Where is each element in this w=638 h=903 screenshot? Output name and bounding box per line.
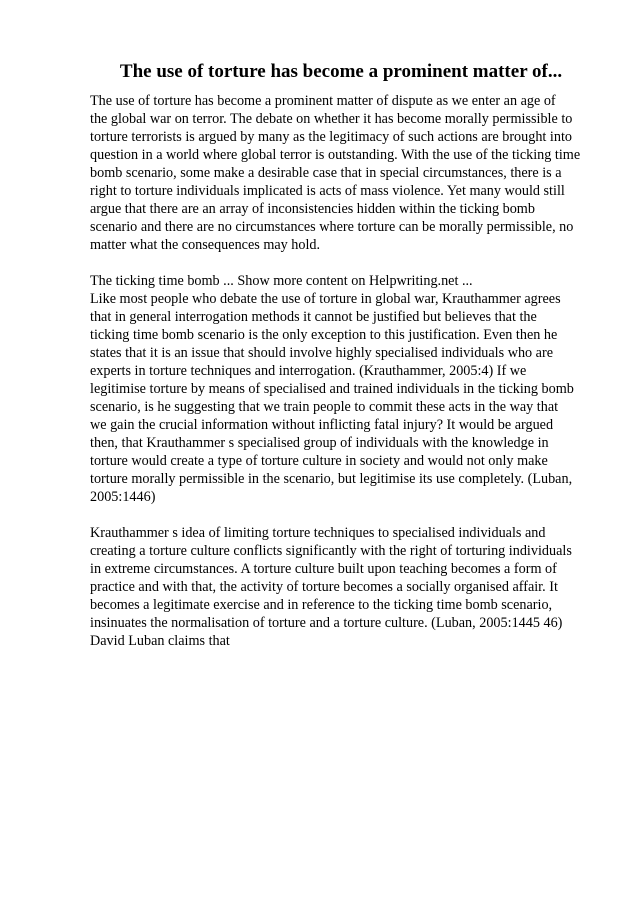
text-line: David Luban claims that bbox=[90, 633, 230, 649]
text-line: argue that there are an array of inconsistencies hidden within the ticking bomb bbox=[90, 201, 535, 217]
text-line: scenario, is he suggesting that we train people to commit these acts in the way that bbox=[90, 399, 559, 415]
text-line: creating a torture culture conflicts significantly with the right of torturing individuals bbox=[90, 543, 572, 559]
text-line: scenario and there are no circumstances where torture can be morally permissible, no bbox=[90, 219, 574, 235]
text-line: Like most people who debate the use of torture in global war, Krauthammer agrees bbox=[90, 291, 561, 307]
text-line: practice and with that, the activity of torture becomes a socially organised affair. It bbox=[90, 579, 558, 595]
text-line: The use of torture has become a prominent matter of dispute as we enter an age of bbox=[90, 93, 556, 109]
text-line: becomes a legitimate exercise and in reference to the ticking time bomb scenario, bbox=[90, 597, 553, 613]
document-page bbox=[90, 60, 596, 650]
text-line: states that it is an issue that should involve highly specialised individuals who are bbox=[90, 345, 553, 361]
text-line: Krauthammer s idea of limiting torture techniques to specialised individuals and bbox=[90, 525, 546, 541]
document-title: The use of torture has become a prominent matter of... bbox=[119, 61, 563, 82]
text-line: torture terrorists is argued by many as the legitimacy of such actions are brought into bbox=[90, 129, 572, 145]
text-line: that in general interrogation methods it cannot be justified but believes that the bbox=[90, 309, 537, 325]
text-line: experts in torture techniques and interrogation. (Krauthammer, 2005:4) If we bbox=[90, 363, 527, 379]
text-line: legitimise torture by means of specialised and trained individuals in the ticking bomb bbox=[90, 381, 574, 397]
text-line: the global war on terror. The debate on whether it has become morally permissible to bbox=[90, 111, 573, 127]
text-line: torture would create a type of torture culture in society and would not only make bbox=[90, 453, 548, 469]
paragraph-intro bbox=[90, 92, 596, 254]
text-line: ticking time bomb scenario is the only exception to this justification. Even then he bbox=[90, 327, 558, 343]
text-line: right to torture individuals implicated is acts of mass violence. Yet many would still bbox=[90, 183, 565, 199]
text-line: bomb scenario, some make a desirable case that in special circumstances, there is a bbox=[90, 165, 562, 181]
paragraph-krauthammer bbox=[90, 272, 596, 506]
text-line: then, that Krauthammer s specialised group of individuals with the knowledge in bbox=[90, 435, 549, 451]
paragraph-torture-culture bbox=[90, 524, 596, 650]
text-line: insinuates the normalisation of torture and a torture culture. (Luban, 2005:1445 46) bbox=[90, 615, 563, 631]
text-line: in extreme circumstances. A torture culture built upon teaching becomes a form of bbox=[90, 561, 557, 577]
paragraph-gap bbox=[90, 254, 596, 272]
text-line: The ticking time bomb ... Show more content on Helpwriting.net ... bbox=[90, 273, 473, 289]
text-line: torture morally permissible in the scenario, but legitimise its use completely. (Luban, bbox=[90, 471, 573, 487]
paragraph-gap bbox=[90, 506, 596, 524]
text-line: question in a world where global terror is outstanding. With the use of the ticking time bbox=[90, 147, 581, 163]
text-line: matter what the consequences may hold. bbox=[90, 237, 321, 253]
text-line: we gain the crucial information without inflicting fatal injury? It would be argued bbox=[90, 417, 554, 433]
text-line: 2005:1446) bbox=[90, 489, 156, 505]
